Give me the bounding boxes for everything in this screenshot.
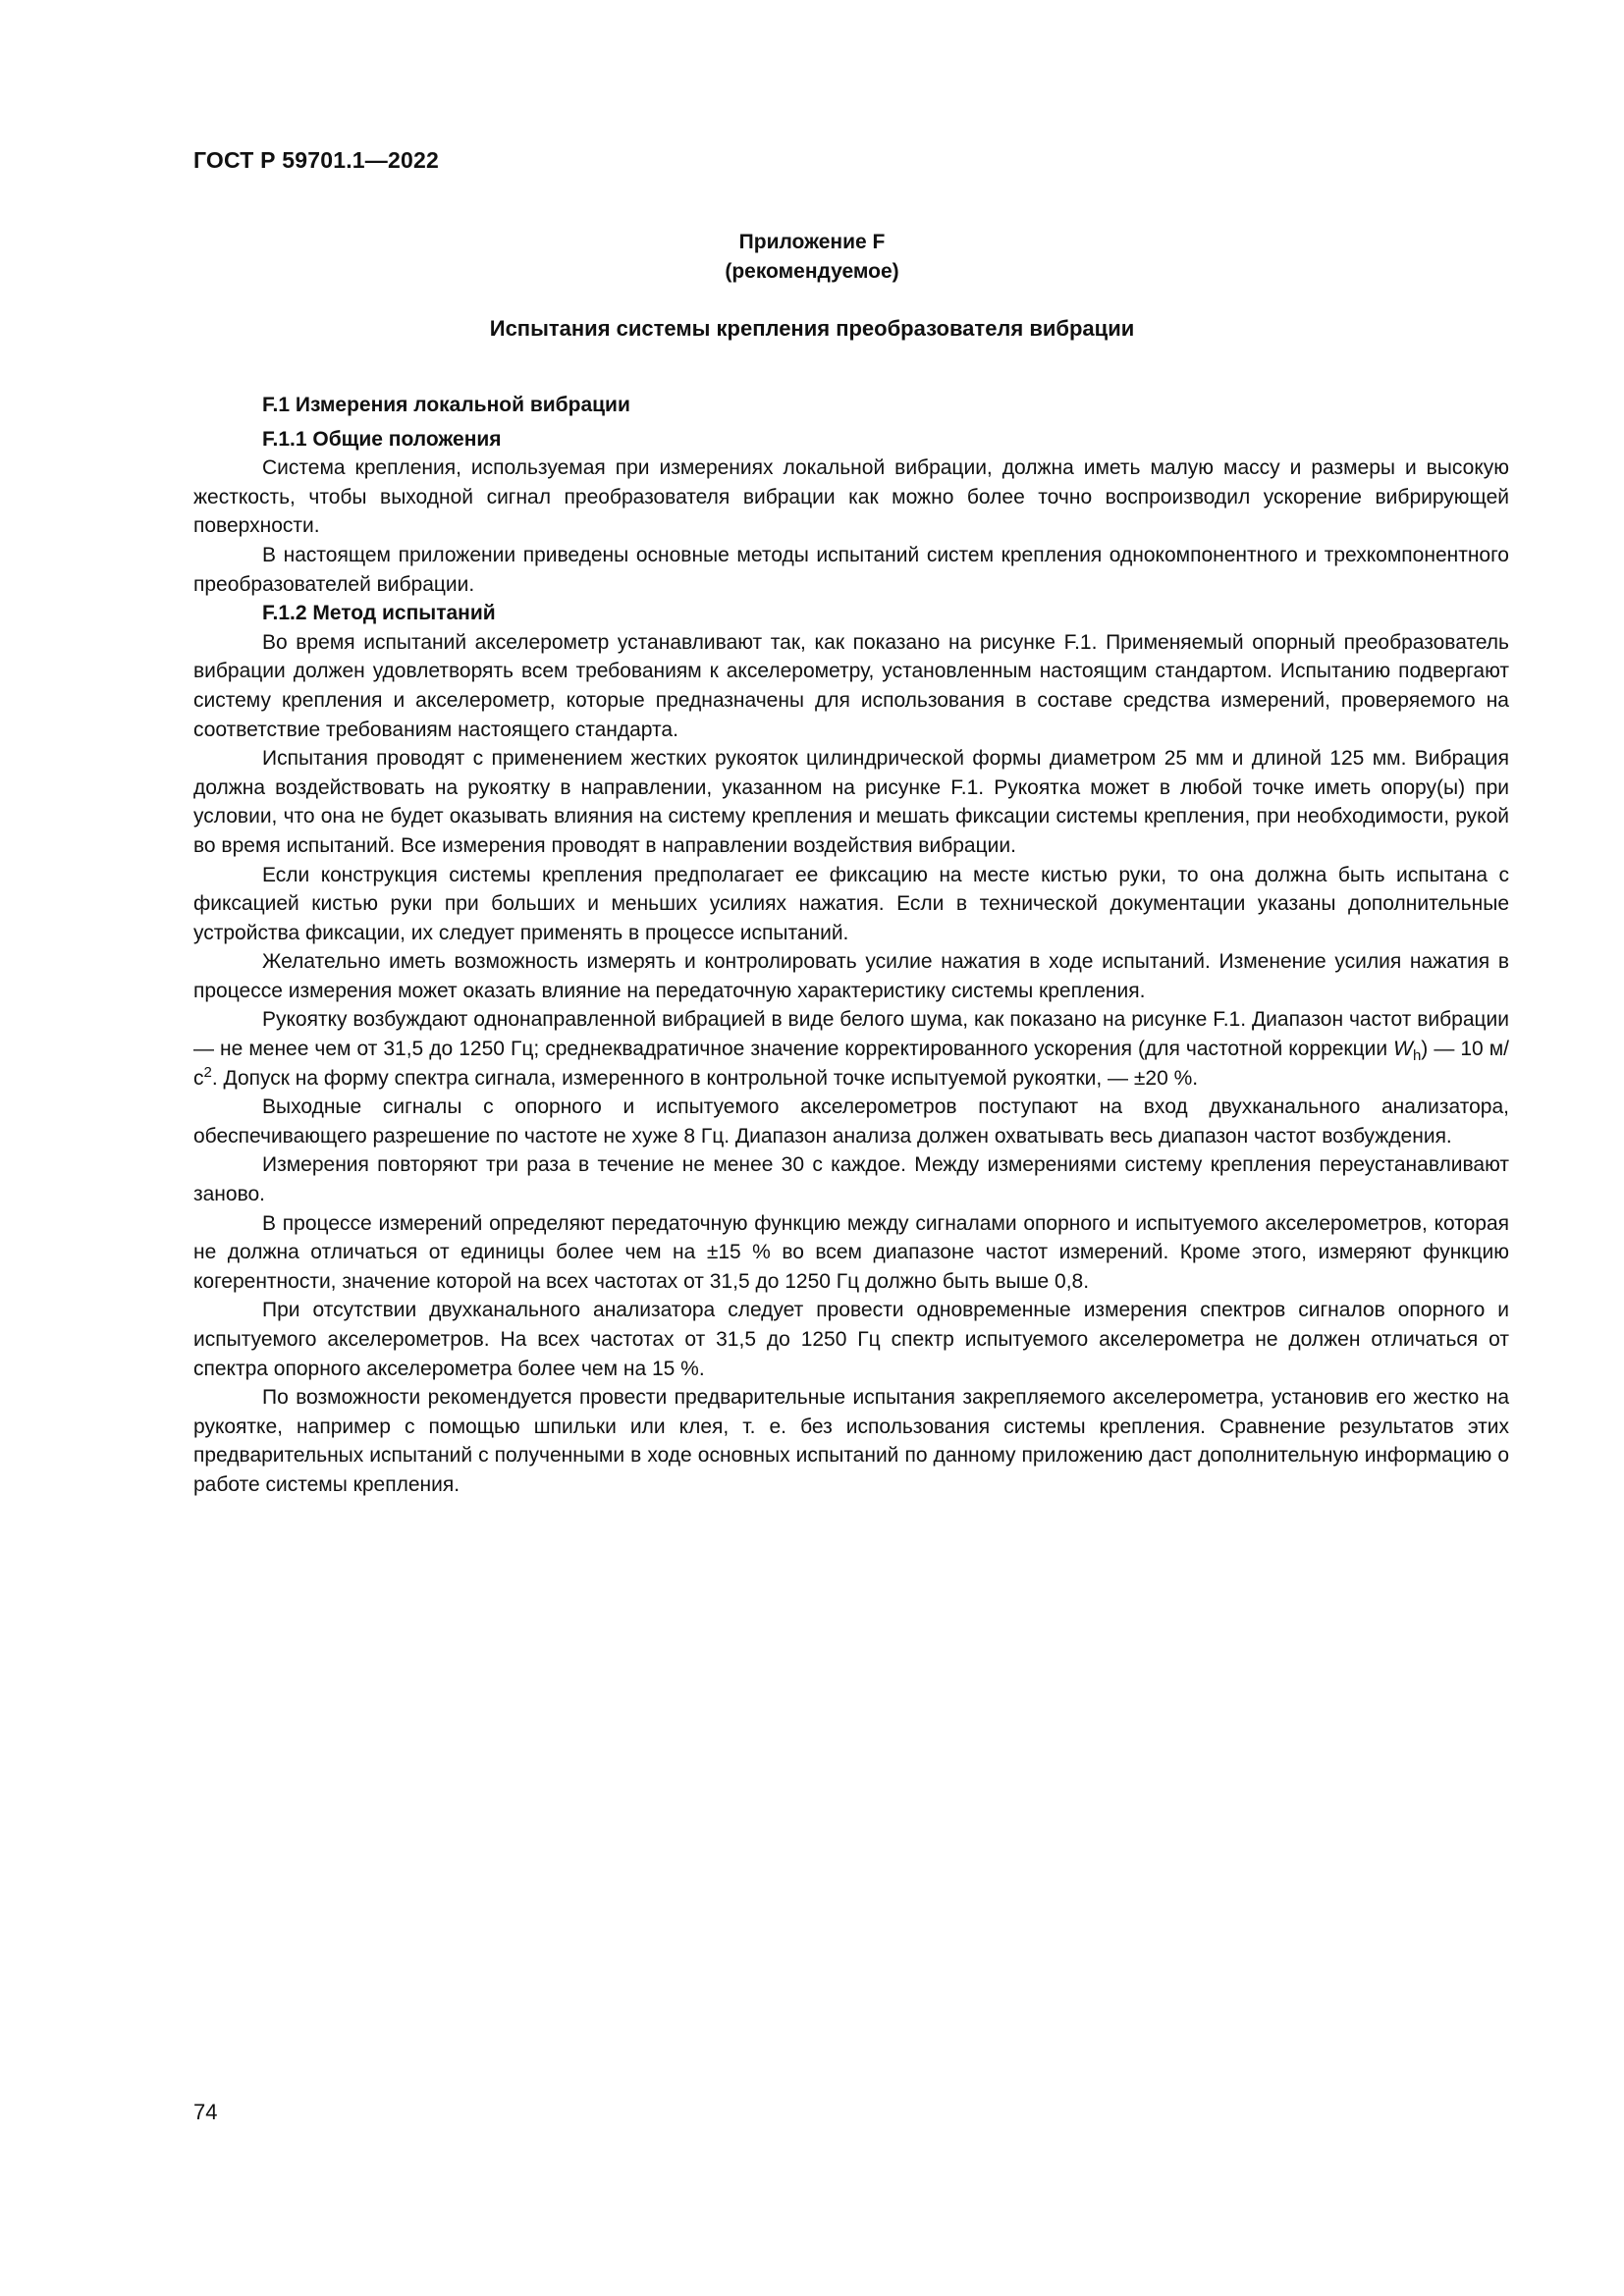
page-number: 74 <box>193 2100 218 2124</box>
paragraph-text: Рукоятку возбуждают однонаправленной вибрацией в виде белого шума, как показано на рисунке F.1. Диапазон частот вибрации — не менее чем от 31,5 до 1250 Гц; среднеквадратичное значение корректированного ускорения (для частотной коррекции <box>193 1008 1509 1061</box>
paragraph: В процессе измерений определяют передаточную функцию между сигналами опорного и испытуемого акселерометров, которая не должна отличаться от единицы более чем на ±15 % во всем диапазоне частот измерений. Кроме этого, измеряют функцию когерентности, значение которой на всех частотах от 31,5 до 1250 Гц должно быть выше 0,8. <box>193 1211 1509 1293</box>
paragraph: По возможности рекомендуется провести предварительные испытания закрепляемого акселерометра, установив его жестко на рукоятке, например с помощью шпильки или клея, т. е. без использования системы крепления. Сравнение результатов этих предварительных испытаний с полученными в ходе основных испытаний по данному приложению даст дополнительную информацию о работе системы крепления. <box>193 1386 1509 1496</box>
paragraph: В настоящем приложении приведены основные методы испытаний систем крепления однокомпонентного и трехкомпонентного преобразователей вибрации. <box>193 543 1509 596</box>
weighting-subscript: h <box>1412 1047 1422 1065</box>
paragraph: Выходные сигналы с опорного и испытуемого акселерометров поступают на вход двухканального анализатора, обеспечивающего разрешение по частоте не хуже 8 Гц. Диапазон анализа должен охватывать весь диапазон частот возбуждения. <box>193 1095 1509 1148</box>
standard-id-header: ГОСТ Р 59701.1—2022 <box>193 147 439 173</box>
paragraph: Желательно иметь возможность измерять и контролировать усилие нажатия в ходе испытаний. Изменение усилия нажатия в процессе измерения может оказать влияние на передаточную характеристику системы крепления. <box>193 950 1509 1002</box>
appendix-heading <box>0 228 1624 287</box>
section-heading-f12: F.1.2 Метод испытаний <box>262 602 496 625</box>
section-heading-f1: F.1 Измерения локальной вибрации <box>262 394 630 416</box>
paragraph: Измерения повторяют три раза в течение не менее 30 с каждое. Между измерениями систему крепления переустанавливают заново. <box>193 1153 1509 1206</box>
document-body <box>193 391 1509 1500</box>
appendix-title: Испытания системы крепления преобразователя вибрации <box>489 316 1135 341</box>
paragraph-text: ) — 10 м/с <box>193 1038 1509 1090</box>
paragraph: Во время испытаний акселерометр устанавливают так, как показано на рисунке F.1. Применяемый опорный преобразователь вибрации должен удовлетворять всем требованиям к акселерометру, установленным настоящим стандартом. Испытанию подвергают систему крепления и акселерометр, которые предназначены для использования в составе средства измерений, проверяемого на соответствие требованиям настоящего стандарта. <box>193 630 1509 741</box>
weighting-symbol: W <box>1393 1038 1413 1061</box>
paragraph-excitation <box>193 1005 1509 1093</box>
section-heading-f11: F.1.1 Общие положения <box>262 427 502 451</box>
paragraph: Система крепления, используемая при измерениях локальной вибрации, должна иметь малую массу и размеры и высокую жесткость, чтобы выходной сигнал преобразователя вибрации как можно более точно воспроизводил ускорение вибрирующей поверхности. <box>193 456 1509 538</box>
unit-superscript: 2 <box>203 1063 212 1081</box>
paragraph: При отсутствии двухканального анализатора следует провести одновременные измерения спектров сигналов опорного и испытуемого акселерометров. На всех частотах от 31,5 до 1250 Гц спектр испытуемого акселерометра не должен отличаться от спектра опорного акселерометра более чем на 15 %. <box>193 1299 1509 1380</box>
paragraph-text: . Допуск на форму спектра сигнала, измеренного в контрольной точке испытуемой рукоятки, — ±20 %. <box>211 1066 1199 1090</box>
paragraph: Испытания проводят с применением жестких рукояток цилиндрической формы диаметром 25 мм и длиной 125 мм. Вибрация должна воздействовать на рукоятку в направлении, указанном на рисунке F.1. Рукоятка может в любой точке иметь опору(ы) при условии, что она не будет оказывать влияния на систему крепления и мешать фиксации системы крепления, при необходимости, рукой во время испытаний. Все измерения проводят в направлении воздействия вибрации. <box>193 747 1509 857</box>
paragraph: Если конструкция системы крепления предполагает ее фиксацию на месте кистью руки, то она должна быть испытана с фиксацией кистью руки при больших и меньших усилиях нажатия. Если в технической документации указаны дополнительные устройства фиксации, их следует применять в процессе испытаний. <box>193 863 1509 944</box>
appendix-label: Приложение F <box>738 231 886 253</box>
appendix-status: (рекомендуемое) <box>725 260 899 283</box>
